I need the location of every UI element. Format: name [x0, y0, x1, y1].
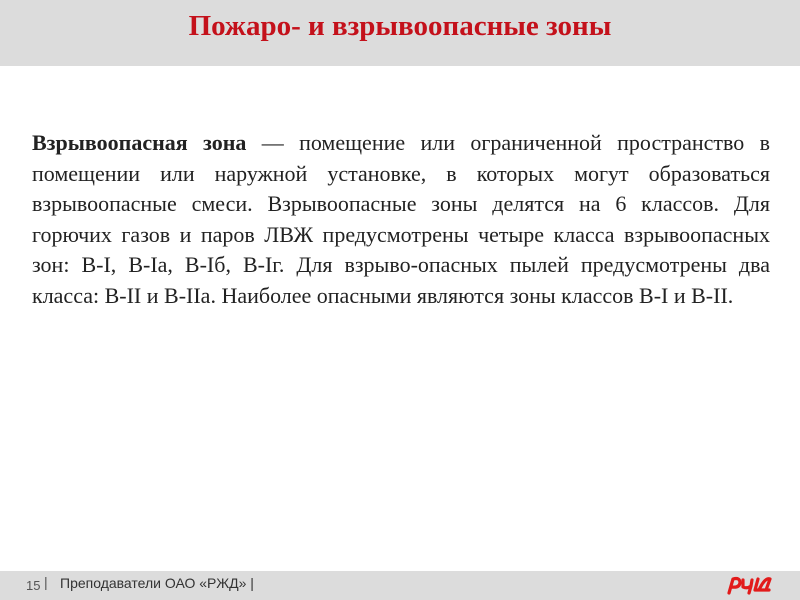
- rzd-logo-icon: [725, 573, 775, 597]
- slide-title: Пожаро- и взрывоопасные зоны: [188, 10, 612, 42]
- body-paragraph: [32, 128, 770, 311]
- footer-text: Преподаватели ОАО «РЖД» |: [60, 575, 254, 591]
- footer-separator: |: [44, 574, 48, 590]
- page-number: 15: [26, 578, 41, 593]
- body-text: — помещение или ограниченной пространство в помещении или наружной установке, в которых могут образоваться взрывоопасные смеси. Взрывоопасные зоны делятся на 6 классов. Для горючих газов и паров ЛВЖ предусмотрены четыре класса взрывоопасных зон: В-I, В-Iа, В-Iб, В-Iг. Для взрыво-опасных пылей предусмотрены два класса: В-II и В-IIа. Наиболее опасными являются зоны классов В-I и В-II.: [32, 130, 770, 308]
- title-bar: [0, 0, 800, 66]
- term-label: Взрывоопасная зона: [32, 130, 247, 155]
